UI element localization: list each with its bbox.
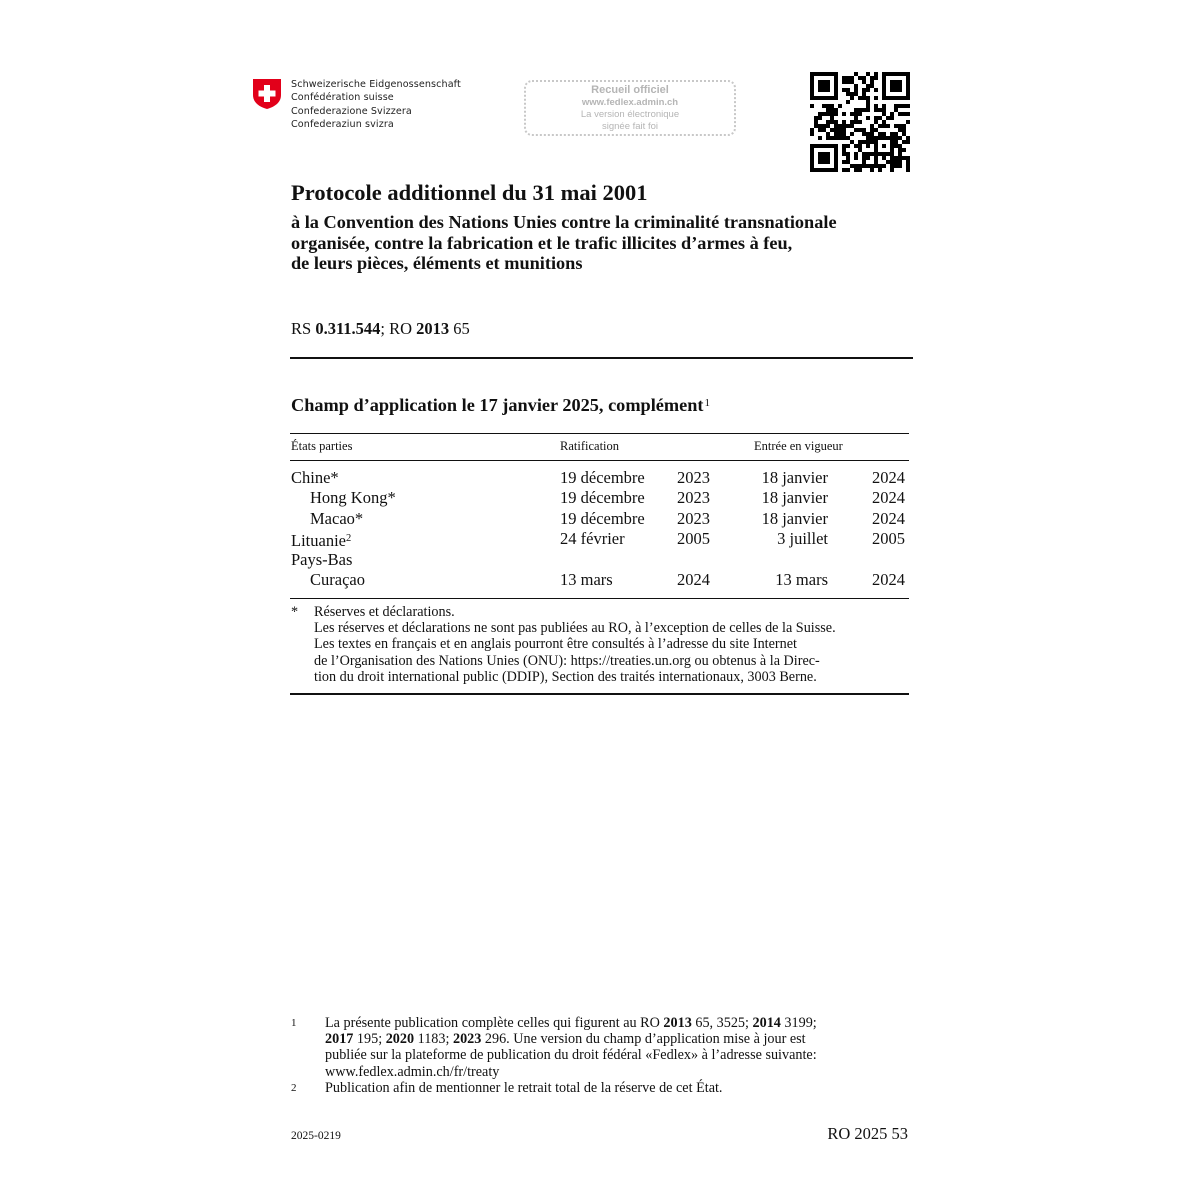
state-label: Curaçao (310, 570, 365, 589)
footnote-number: 1 (291, 1017, 297, 1029)
ratification-year: 2005 (677, 529, 710, 549)
confederation-name-rm: Confederaziun svizra (291, 119, 394, 131)
state-name (310, 509, 363, 529)
scope-heading-text: Champ d’application le 17 janvier 2025, complément (291, 395, 704, 415)
note-line: Réserves et déclarations. (314, 604, 455, 620)
footnote-link[interactable]: www.fedlex.admin.ch/fr/treaty (325, 1063, 500, 1080)
entry-date: 18 janvier (761, 488, 828, 508)
subtitle-line: à la Convention des Nations Unies contre la criminalité transnationale (291, 212, 837, 232)
column-header-entry: Entrée en vigueur (754, 439, 843, 453)
entry-date: 3 juillet (777, 529, 828, 549)
document-subtitle (291, 212, 837, 274)
table-bottom-rule (290, 598, 909, 599)
rs-number: 0.311.544 (315, 319, 381, 338)
state-label: Lituanie (291, 531, 346, 551)
stamp-url: www.fedlex.admin.ch (581, 97, 679, 108)
ratification-date: 19 décembre (560, 488, 645, 508)
footnote-line: 2017 195; 2020 1183; 2023 296. Une version du champ d’application mise à jour est (325, 1031, 806, 1048)
ro-reference: RO 2025 53 (827, 1124, 908, 1143)
confederation-name-de: Schweizerische Eidgenossenschaft (291, 79, 461, 90)
footnote-line: Publication afin de mentionner le retrait total de la réserve de cet État. (325, 1080, 723, 1096)
ro-separator: ; RO (380, 319, 417, 338)
column-header-states: États parties (291, 439, 353, 453)
stamp-line-4: signée fait foi (602, 121, 658, 132)
subtitle-line: de leurs pièces, éléments et munitions (291, 253, 583, 273)
state-name (291, 550, 352, 570)
state-name (310, 488, 396, 508)
ratification-date: 19 décembre (560, 508, 645, 528)
entry-year: 2005 (872, 529, 905, 549)
footnote-line: La présente publication complète celles qui figurent au RO 2013 65, 3525; 2014 3199; (325, 1015, 817, 1031)
footnote-ref-1: 1 (704, 397, 711, 409)
entry-date: 18 janvier (761, 508, 828, 528)
entry-year: 2024 (872, 570, 905, 589)
stamp-line-3: La version électronique (580, 109, 680, 120)
ro-page: 65 (449, 319, 470, 338)
ratification-year: 2023 (677, 468, 710, 487)
ratification-year: 2023 (677, 488, 710, 508)
ratification-year: 2023 (677, 508, 710, 528)
swiss-flag-icon (252, 78, 282, 110)
table-header-rule (290, 460, 909, 461)
document-title: Protocole additionnel du 31 mai 2001 (291, 180, 648, 205)
confederation-name-fr: Confédération suisse (291, 92, 394, 104)
note-marker: * (291, 604, 299, 620)
entry-year: 2024 (872, 488, 905, 508)
note-line: Les réserves et déclarations ne sont pas publiées au RO, à l’exception de celles de la Suisse. (314, 620, 836, 637)
note-line: de l’Organisation des Nations Unies (ONU): https://treaties.un.org ou obtenus à la Direc- (314, 652, 820, 669)
state-name (310, 570, 365, 590)
note-line: Les textes en français et en anglais pourront être consultés à l’adresse du site Internet (314, 636, 797, 653)
document-number: 2025-0219 (291, 1130, 341, 1142)
entry-year: 2024 (872, 468, 905, 487)
ratification-date: 24 février (560, 529, 625, 549)
note-line: tion du droit international public (DDIP), Section des traités internationaux, 3003 Berne. (314, 668, 817, 685)
scope-heading (291, 395, 710, 416)
stamp-title: Recueil officiel (591, 84, 669, 96)
rs-label: RS (291, 319, 316, 338)
state-name (291, 529, 351, 551)
reference-line (291, 319, 470, 339)
state-name (291, 468, 339, 488)
subtitle-line: organisée, contre la fabrication et le trafic illicites d’armes à feu, (291, 232, 793, 253)
ratification-date: 13 mars (560, 570, 613, 589)
column-header-ratification: Ratification (560, 439, 620, 453)
qr-code-icon (810, 72, 910, 172)
state-label: Chine* (291, 468, 339, 487)
ro-year: 2013 (416, 319, 450, 338)
confederation-name-it: Confederazione Svizzera (291, 105, 412, 117)
confederation-names (291, 78, 461, 132)
ratification-date: 19 décembre (560, 468, 645, 487)
divider (290, 357, 913, 359)
footnote-number: 2 (291, 1082, 297, 1094)
entry-year: 2024 (872, 508, 905, 528)
entry-date: 18 janvier (761, 468, 828, 487)
state-label: Macao* (310, 508, 364, 528)
state-label: Hong Kong* (310, 488, 396, 508)
table-top-rule (290, 433, 909, 434)
footnote-ref-2: 2 (345, 533, 352, 545)
state-label: Pays-Bas (291, 549, 353, 569)
ratification-year: 2024 (677, 570, 710, 589)
entry-date: 13 mars (775, 570, 828, 589)
official-collection-stamp (524, 80, 736, 136)
footnote-line: publiée sur la plateforme de publication du droit fédéral «Fedlex» à l’adresse suivante: (325, 1047, 817, 1064)
section-end-rule (290, 693, 909, 695)
